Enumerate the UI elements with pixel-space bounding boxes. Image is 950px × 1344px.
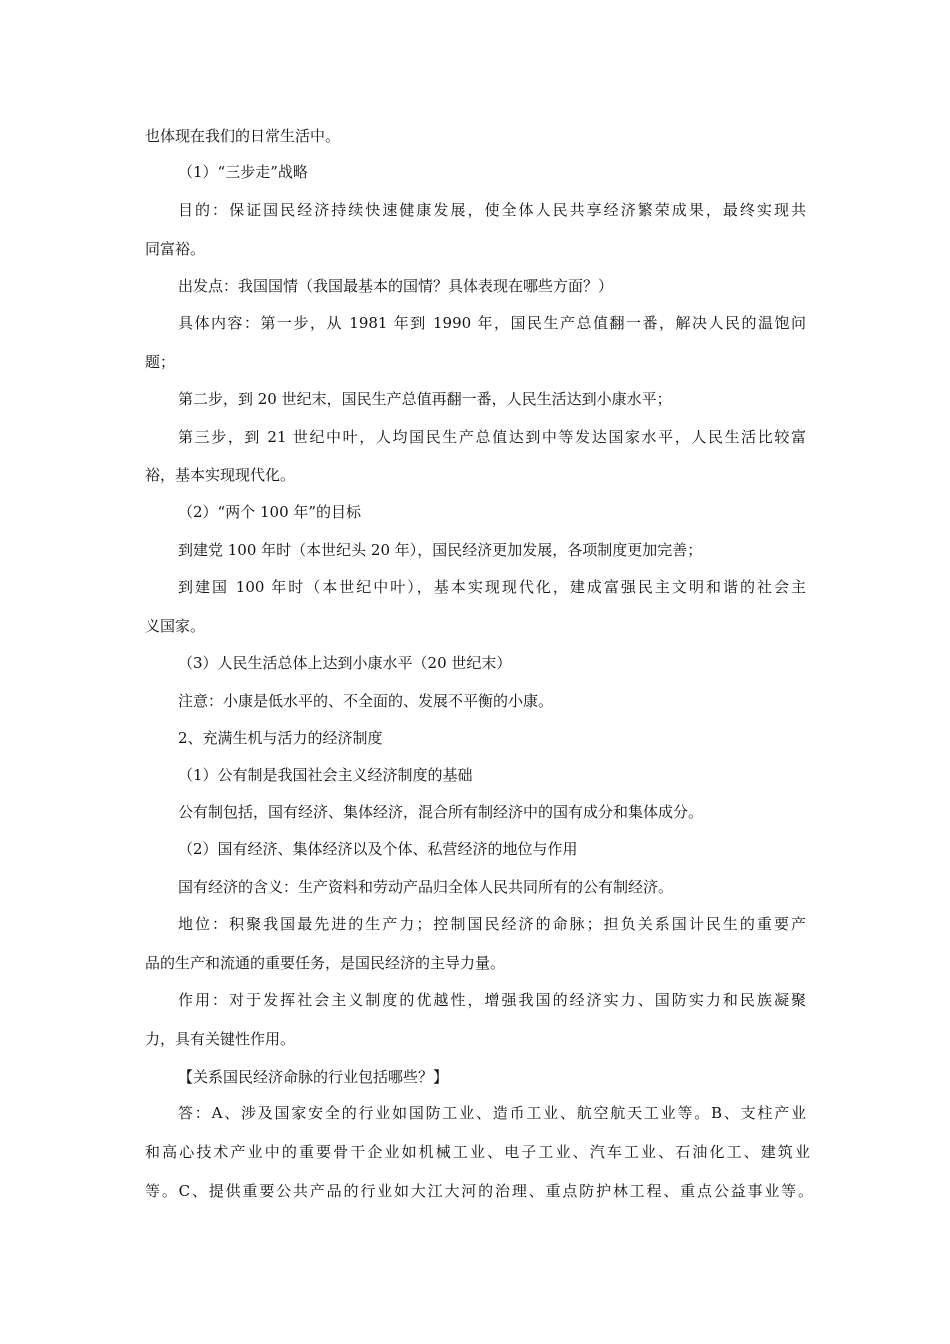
paragraph-line: 第三步，到 21 世纪中叶，人均国民生产总值达到中等发达国家水平，人民生活比较富 xyxy=(178,428,806,446)
paragraph-line: 目的：保证国民经济持续快速健康发展，使全体人民共享经济繁荣成果，最终实现共 xyxy=(178,201,806,219)
paragraph-line: 品的生产和流通的重要任务，是国民经济的主导力量。 xyxy=(145,954,506,972)
section-heading: （3）人民生活总体上达到小康水平（20 世纪末） xyxy=(178,654,512,672)
paragraph-line: 出发点：我国国情（我国最基本的国情？具体表现在哪些方面？） xyxy=(178,277,614,295)
paragraph-line: 同富裕。 xyxy=(145,240,206,258)
paragraph-line: 到建国 100 年时（本世纪中叶），基本实现现代化，建成富强民主文明和谐的社会主 xyxy=(178,578,806,596)
paragraph-line: 到建党 100 年时（本世纪头 20 年），国民经济更加发展，各项制度更加完善； xyxy=(178,541,703,559)
paragraph-line: 义国家。 xyxy=(145,617,206,635)
section-heading: 2、充满生机与活力的经济制度 xyxy=(178,729,383,747)
paragraph-line: 和高心技术产业中的重要骨干企业如机械工业、电子工业、汽车工业、石油化工、建筑业 xyxy=(145,1143,810,1161)
paragraph-line: 注意：小康是低水平的、不全面的、发展不平衡的小康。 xyxy=(178,692,554,710)
paragraph-line: 国有经济的含义：生产资料和劳动产品归全体人民共同所有的公有制经济。 xyxy=(178,878,674,896)
paragraph-line: 裕，基本实现现代化。 xyxy=(145,466,296,484)
paragraph-line: 等。C、提供重要公共产品的行业如大江大河的治理、重点防护林工程、重点公益事业等。 xyxy=(145,1182,813,1200)
paragraph-line: 题； xyxy=(145,353,176,371)
paragraph-line: 作用：对于发挥社会主义制度的优越性，增强我国的经济实力、国防实力和民族凝聚 xyxy=(178,991,806,1009)
section-heading: （1）公有制是我国社会主义经济制度的基础 xyxy=(178,766,473,784)
paragraph-line: 也体现在我们的日常生活中。 xyxy=(145,127,341,145)
paragraph-line: 地位：积聚我国最先进的生产力；控制国民经济的命脉；担负关系国计民生的重要产 xyxy=(178,915,806,933)
paragraph-line: 第二步，到 20 世纪末，国民生产总值再翻一番，人民生活达到小康水平； xyxy=(178,390,672,408)
section-heading: （2）国有经济、集体经济以及个体、私营经济的地位与作用 xyxy=(178,840,578,858)
paragraph-line: 答：A、涉及国家安全的行业如国防工业、造币工业、航空航天工业等。B、支柱产业 xyxy=(178,1104,806,1122)
section-heading: （1）“三步走”战略 xyxy=(178,163,308,181)
question-heading: 【关系国民经济命脉的行业包括哪些？】 xyxy=(178,1068,449,1086)
paragraph-line: 力，具有关键性作用。 xyxy=(145,1030,296,1048)
paragraph-line: 具体内容：第一步，从 1981 年到 1990 年，国民生产总值翻一番，解决人民的温饱问 xyxy=(178,314,806,332)
paragraph-line: 公有制包括，国有经济、集体经济，混合所有制经济中的国有成分和集体成分。 xyxy=(178,803,704,821)
section-heading: （2）“两个 100 年”的目标 xyxy=(178,503,362,521)
